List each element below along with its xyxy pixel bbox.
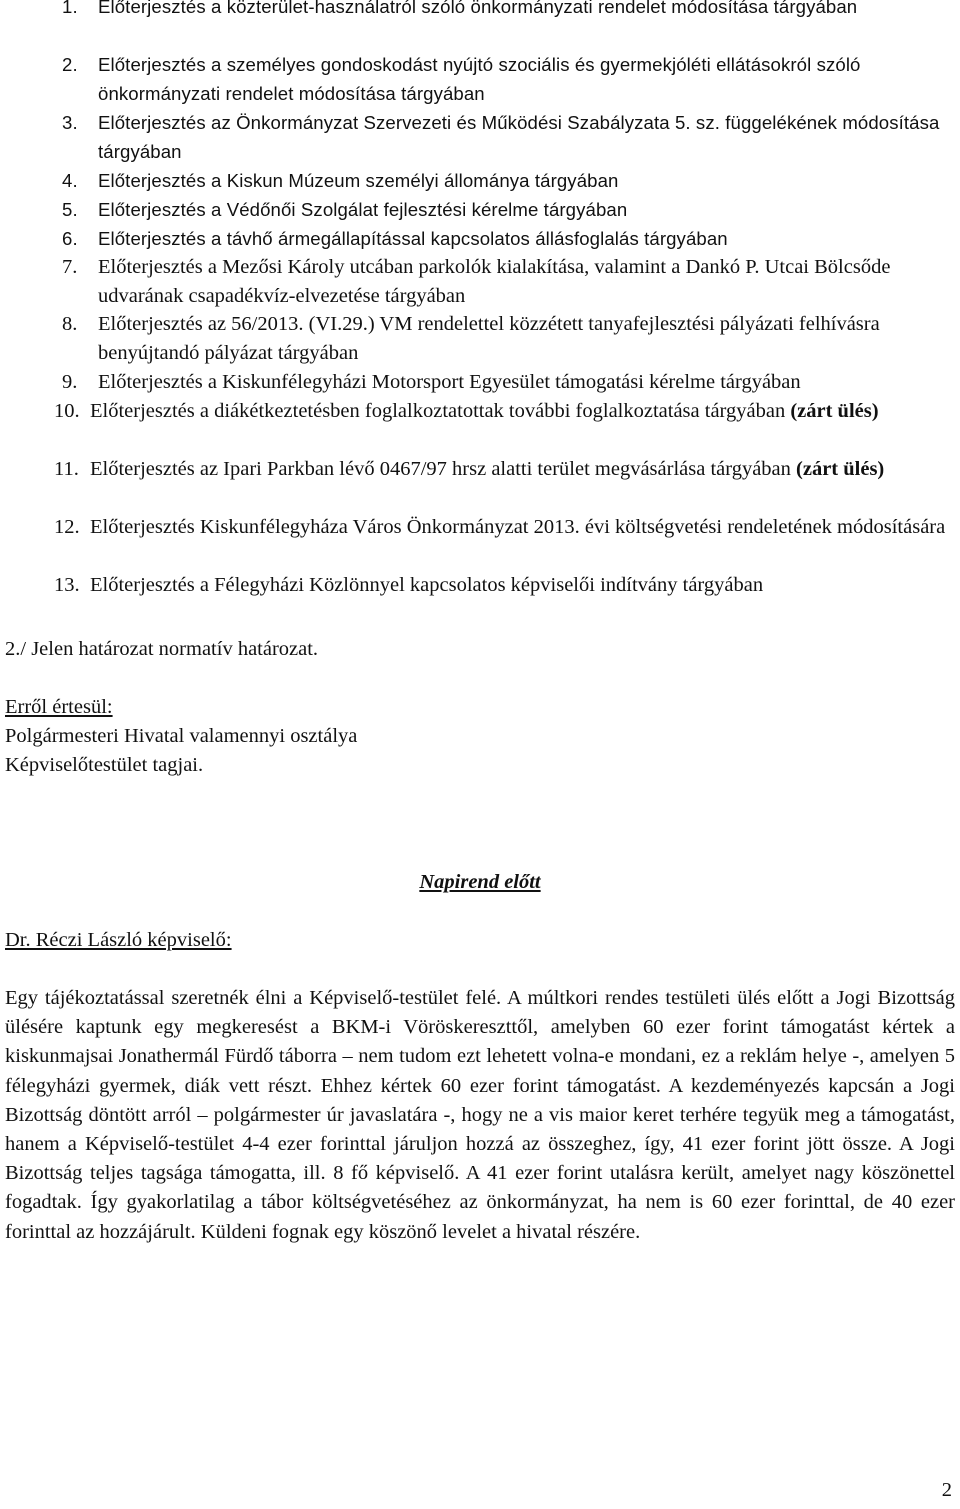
agenda-item <box>54 455 960 484</box>
agenda-item <box>62 368 960 397</box>
agenda-item-number: 10. <box>54 400 80 422</box>
agenda-item <box>62 50 960 108</box>
speaker-label: Dr. Réczi László képviselő: <box>5 929 232 951</box>
agenda-item <box>62 166 960 195</box>
agenda-item <box>62 310 960 368</box>
agenda-item-number: 5. <box>62 199 78 220</box>
closed-session-tag: (zárt ülés) <box>790 400 879 422</box>
agenda-item-number: 1. <box>62 0 78 17</box>
agenda-item-number: 7. <box>62 256 78 278</box>
agenda-item-number: 3. <box>62 112 78 133</box>
notify-line-1: Polgármesteri Hivatal valamennyi osztálya <box>5 725 358 747</box>
agenda-item-text: Előterjesztés a személyes gondoskodást nyújtó szociális és gyermekjóléti ellátásokról szóló önkormányzati rendelet módosítása tárgyában <box>98 54 861 104</box>
notify-line-2: Képviselőtestület tagjai. <box>5 754 204 776</box>
agenda-item-text: Előterjesztés a távhő ármegállapítással kapcsolatos állásfoglalás tárgyában <box>98 228 728 249</box>
agenda-item-text: Előterjesztés a közterület-használatról szóló önkormányzati rendelet módosítása tárgyában <box>98 0 858 17</box>
agenda-item-text: Előterjesztés Kiskunfélegyháza Város Önkormányzat 2013. évi költségvetési rendeletének módosítására <box>90 516 946 538</box>
agenda-item <box>62 224 960 253</box>
agenda-item-text: Előterjesztés az Önkormányzat Szervezeti és Működési Szabályzata 5. sz. függelékének módosítása tárgyában <box>98 112 940 162</box>
page-number: 2 <box>941 1479 952 1501</box>
agenda-item <box>62 253 960 311</box>
agenda-item-number: 11. <box>54 458 79 480</box>
agenda-item-number: 13. <box>54 574 80 596</box>
agenda-item-text: Előterjesztés a Mezősi Károly utcában parkolók kialakítása, valamint a Dankó P. Utcai Bölcsőde udvarának csapadékvíz-elvezetése tárgyában <box>98 256 891 307</box>
agenda-item-number: 12. <box>54 516 80 538</box>
agenda-item <box>54 397 960 426</box>
agenda-item-number: 9. <box>62 371 78 393</box>
agenda-item-text: Előterjesztés az 56/2013. (VI.29.) VM rendelettel közzétett tanyafejlesztési pályázati felhívásra benyújtandó pályázat tárgyában <box>98 313 880 364</box>
notify-label: Erről értesül: <box>5 696 113 718</box>
agenda-item-text: Előterjesztés az Ipari Parkban lévő 0467/97 hrsz alatti terület megvásárlása tárgyában <box>90 458 791 480</box>
agenda-item-text: Előterjesztés a Félegyházi Közlönnyel kapcsolatos képviselői indítvány tárgyában <box>90 574 764 596</box>
agenda-item <box>62 0 960 21</box>
closed-session-tag: (zárt ülés) <box>796 458 885 480</box>
agenda-item-number: 6. <box>62 228 78 249</box>
agenda-item <box>54 513 960 542</box>
agenda-item <box>62 195 960 224</box>
resolution-note: 2./ Jelen határozat normatív határozat. <box>5 638 319 660</box>
agenda-item-text: Előterjesztés a diákétkeztetésben foglalkoztatottak további foglalkoztatása tárgyában <box>90 400 786 422</box>
agenda-item-text: Előterjesztés a Kiskunfélegyházi Motorsport Egyesület támogatási kérelme tárgyában <box>98 371 801 393</box>
section-title: Napirend előtt <box>419 871 541 893</box>
agenda-item-text: Előterjesztés a Kiskun Múzeum személyi állománya tárgyában <box>98 170 619 191</box>
agenda-item <box>62 108 960 166</box>
speech-paragraph: Egy tájékoztatással szeretnék élni a Képviselő-testület felé. A múltkori rendes testületi ülés előtt a Jogi Bizottság ülésére kaptunk egy megkeresést a BKM-i Vöröskereszttől, amelyben 60 ezer forint támogatást kértek a kiskunmajsai Jonathermál Fürdő táborra – nem tudom ezt lehetett volna-e mondani, ez a reklám helye -, amelyen 5 félegyházi gyermek, diák vett részt. Ehhez kértek 60 ezer forint támogatást. A kezdeményezés kapcsán a Jogi Bizottság döntött arról – polgármester úr javaslatára -, hogy ne a vis maior keret terhére tegyük meg a támogatást, hanem a Képviselő-testület 4-4 ezer forinttal járuljon hozzá az összeghez, így, 41 ezer forint jött össze. A Jogi Bizottság teljes tagsága támogatta, ill. 8 fő képviselő. A 41 ezer forint utalásra került, amelyet nagy köszönettel fogadtak. Így gyakorlatilag a tábor költségvetéséhez az önkormányzat, ha nem is 60 ezer forinttal, de 40 ezer forinttal az hozzájárult. Küldeni fognak egy köszönő levelet a hivatal részére. <box>5 987 955 1243</box>
agenda-item <box>54 571 960 600</box>
agenda-item-number: 8. <box>62 313 78 335</box>
agenda-item-number: 2. <box>62 54 78 75</box>
agenda-item-text: Előterjesztés a Védőnői Szolgálat fejlesztési kérelme tárgyában <box>98 199 628 220</box>
agenda-item-number: 4. <box>62 170 78 191</box>
